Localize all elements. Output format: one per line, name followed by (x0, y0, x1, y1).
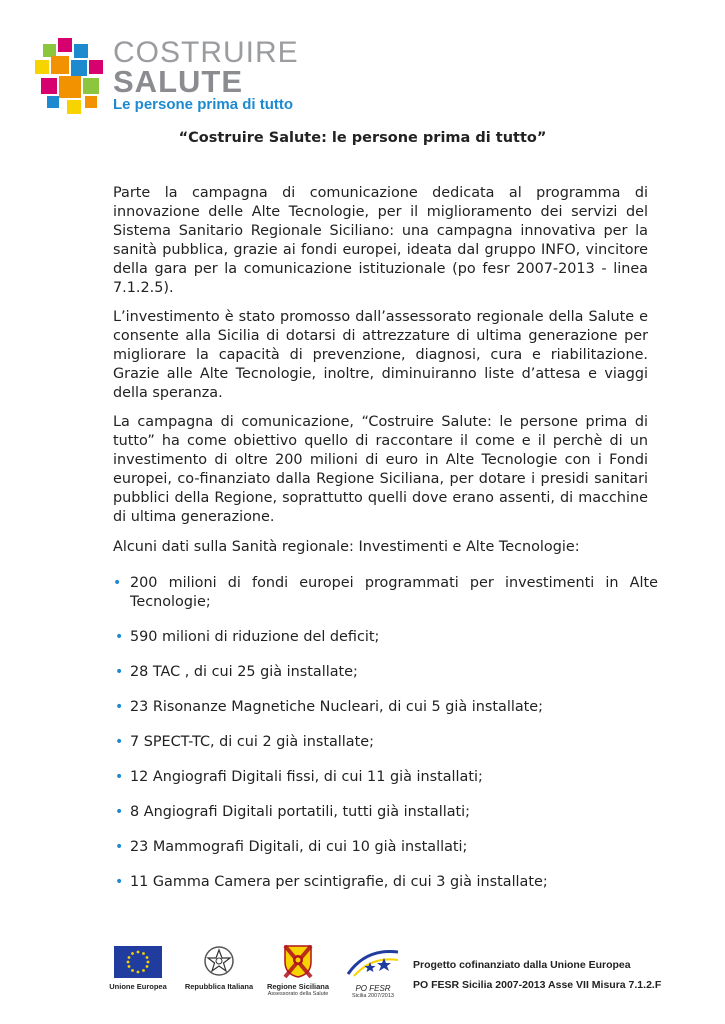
bullet-icon: • (115, 839, 124, 855)
sicily-subcaption: Assessorato della Salute (267, 991, 329, 997)
bullet-icon: • (115, 874, 124, 890)
list-item-text: 200 milioni di fondi europei programmati per investimenti in Alte Tecnologie; (130, 575, 658, 610)
footer-line-2: PO FESR Sicilia 2007-2013 Asse VII Misura 7.1.2.F (413, 979, 662, 991)
list-item (113, 838, 658, 857)
paragraph-campaign: La campagna di comunicazione, “Costruire Salute: le persone prima di tutto” ha come obiettivo quello di raccontare il come e il perchè di un investimento di oltre 200 milioni di euro in Alte Tecnologie con i Fondi europei, co-finanziato dalla Regione Siciliana, per dotare i presidi sanitari pubblici della Regione, soprattutto quelli dove erano assenti, di macchine di ultima generazione. (113, 414, 648, 525)
eu-flag-icon (114, 946, 162, 978)
list-item-text: 590 milioni di riduzione del deficit; (130, 629, 380, 645)
list-item-text: 11 Gamma Camera per scintigrafie, di cui 3 già installate; (130, 874, 548, 890)
italy-emblem-icon (203, 944, 235, 978)
paragraph-data-intro: Alcuni dati sulla Sanità regionale: Investimenti e Alte Tecnologie: (113, 539, 580, 555)
po-fesr-stars-icon (346, 946, 400, 980)
list-item-text: 7 SPECT-TC, di cui 2 già installate; (130, 734, 374, 750)
document-title: “Costruire Salute: le persone prima di tutto” (178, 130, 547, 146)
bullet-icon: • (115, 664, 124, 680)
bullet-icon: • (115, 699, 124, 715)
costruire-salute-logo (33, 36, 299, 118)
list-item-text: 28 TAC , di cui 25 già installate; (130, 664, 358, 680)
bullet-icon: • (115, 629, 124, 645)
list-item (113, 873, 658, 892)
cubes-logo-icon (33, 38, 107, 114)
sicily-coat-of-arms-icon (283, 944, 313, 978)
list-item (113, 574, 658, 612)
logo-wordmark-line1: COSTRUIRE (113, 36, 299, 69)
list-item (113, 663, 658, 682)
footer-logos (0, 940, 725, 1020)
paragraph-intro: Parte la campagna di comunicazione dedicata al programma di innovazione delle Alte Tecnologie, per il miglioramento dei servizi del Sistema Sanitario Regionale Siciliano: una campagna innovativa per la sanità pubblica, grazie ai fondi europei, ideata dal gruppo INFO, vincitore della gara per la comunicazione istituzionale (po fesr 2007-2013 - linea 7.1.2.5). (113, 185, 648, 296)
eu-logo (107, 946, 169, 991)
eu-caption: Unione Europea (109, 982, 167, 991)
bullet-icon: • (115, 769, 124, 785)
footer-line-1: Progetto cofinanziato dalla Unione Europea (413, 959, 631, 971)
list-item-text: 23 Risonanze Magnetiche Nucleari, di cui 5 già installate; (130, 699, 544, 715)
paragraph-investment: L’investimento è stato promosso dall’assessorato regionale della Salute e consente alla Sicilia di dotarsi di attrezzature di ultima generazione per migliorare la capacità di prevenzione, diagnosi, cura e riabilitazione. Grazie alle Alte Tecnologie, inoltre, diminuiranno liste d’attesa e viaggi della speranza. (113, 309, 648, 401)
list-item-text: 23 Mammografi Digitali, di cui 10 già installati; (130, 839, 468, 855)
logo-wordmark-line2: SALUTE (113, 64, 243, 99)
bullet-icon: • (113, 575, 122, 591)
po-fesr-subcaption: Sicilia 2007/2013 (352, 993, 394, 999)
list-item (113, 733, 658, 752)
footer-cofinancing-text (413, 958, 661, 992)
list-item (113, 628, 658, 647)
list-item (113, 803, 658, 822)
bullet-icon: • (115, 734, 124, 750)
sicily-caption: Regione Siciliana (266, 982, 330, 991)
po-fesr-logo (343, 946, 403, 1000)
italy-caption: Repubblica Italiana (184, 982, 254, 991)
sicily-logo (258, 944, 338, 998)
italy-logo (183, 944, 255, 991)
list-item (113, 768, 658, 787)
list-item-text: 12 Angiografi Digitali fissi, di cui 11 già installati; (130, 769, 483, 785)
logo-tagline: Le persone prima di tutto (113, 96, 294, 113)
list-item (113, 698, 658, 717)
bullet-icon: • (115, 804, 124, 820)
po-fesr-caption: PO FESR (355, 984, 391, 993)
stats-list (113, 574, 658, 908)
list-item-text: 8 Angiografi Digitali portatili, tutti già installati; (130, 804, 471, 820)
